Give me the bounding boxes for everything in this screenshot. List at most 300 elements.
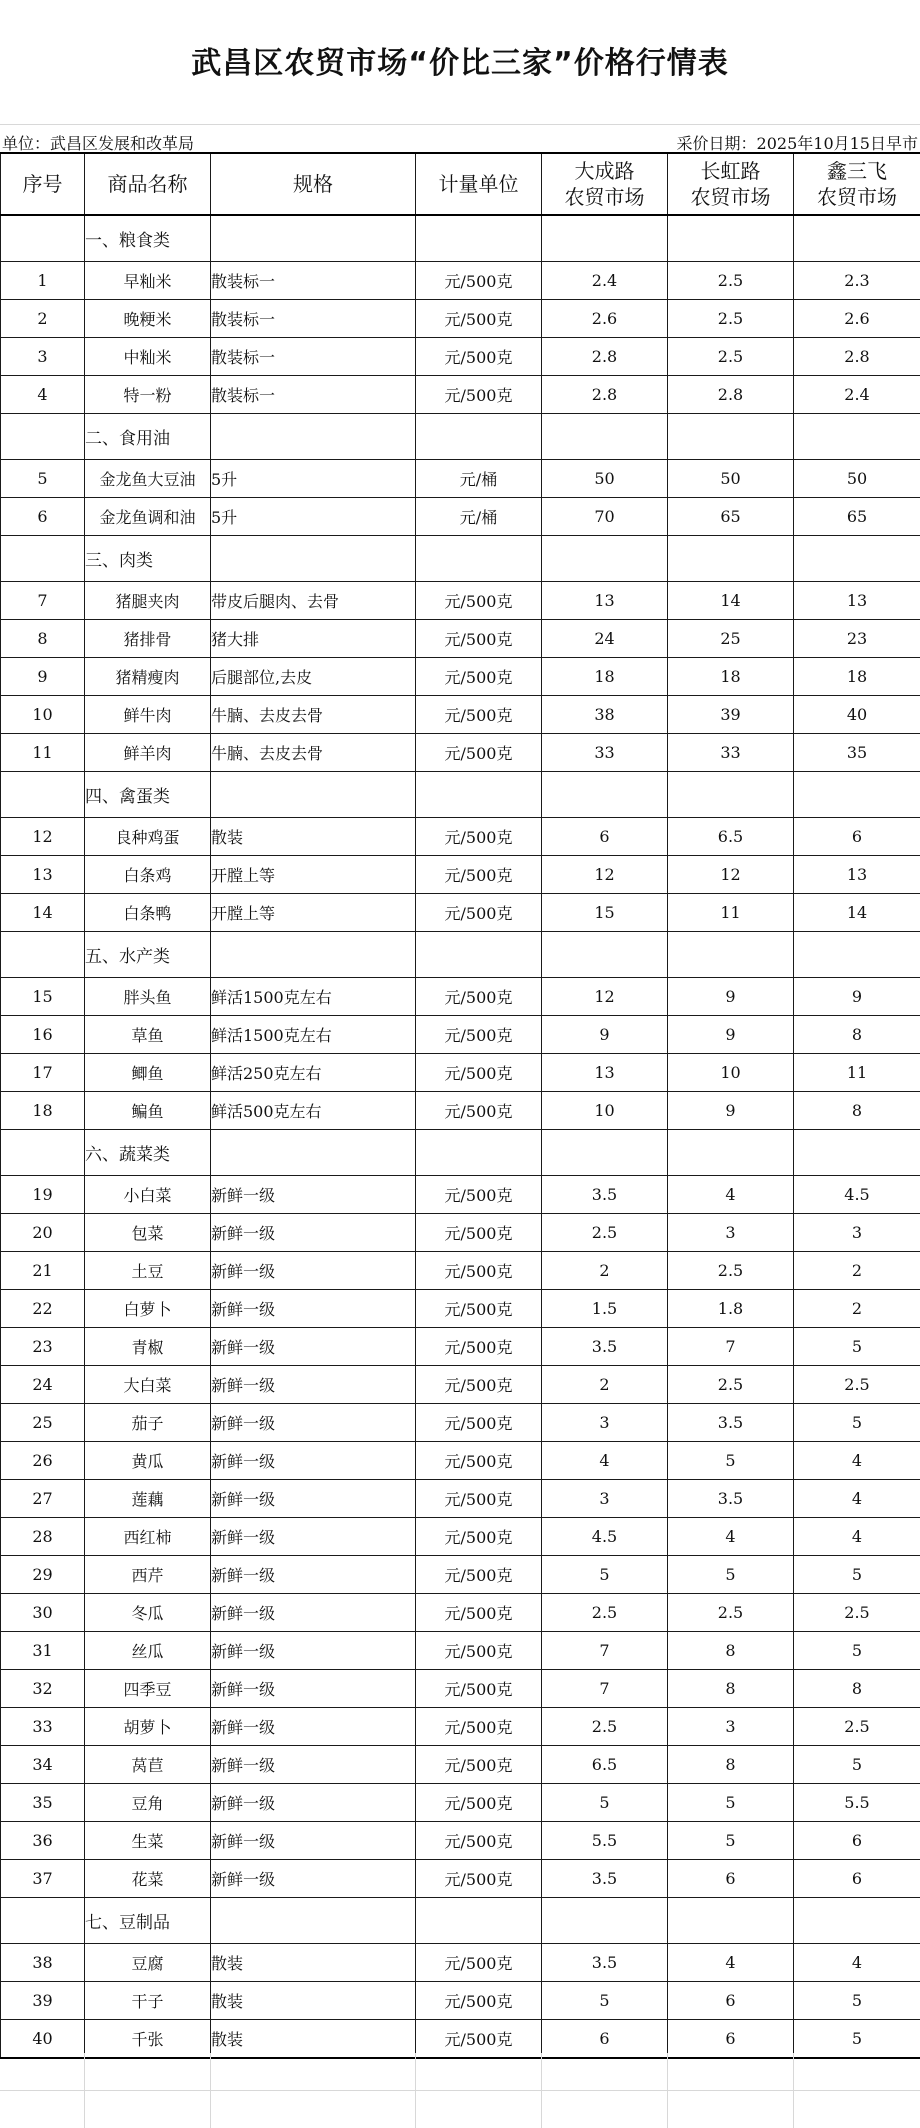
price-changhonglu: 2.5 [668,1252,794,1290]
category-p1-cell [542,536,668,582]
table-row [1,658,920,696]
price-xinsanfei: 4 [794,1518,920,1556]
item-no: 20 [1,1214,85,1252]
item-name: 金龙鱼大豆油 [85,460,211,498]
table-row [1,1670,920,1708]
price-xinsanfei: 18 [794,658,920,696]
gridline [667,2053,668,2128]
category-p1-cell [542,932,668,978]
item-name: 花菜 [85,1860,211,1898]
item-spec: 带皮后腿肉、去骨 [211,582,416,620]
empty-sheet-area [0,2053,920,2128]
table-row [1,460,920,498]
table-row [1,1708,920,1746]
category-name: 五、水产类 [85,932,211,978]
item-unit: 元/500克 [416,1518,542,1556]
price-xinsanfei: 2.3 [794,262,920,300]
price-changhonglu: 6 [668,1860,794,1898]
table-row [1,1822,920,1860]
price-dachenglu: 3.5 [542,1860,668,1898]
price-changhonglu: 5 [668,1784,794,1822]
price-xinsanfei: 4 [794,1944,920,1982]
header-spec: 规格 [211,153,416,215]
item-spec: 散装 [211,1982,416,2020]
price-dachenglu: 10 [542,1092,668,1130]
item-unit: 元/500克 [416,1822,542,1860]
price-changhonglu: 3.5 [668,1480,794,1518]
item-spec: 新鲜一级 [211,1746,416,1784]
price-xinsanfei: 65 [794,498,920,536]
price-changhonglu: 11 [668,894,794,932]
item-no: 39 [1,1982,85,2020]
item-name: 鲜牛肉 [85,696,211,734]
category-p1-cell [542,414,668,460]
price-xinsanfei: 8 [794,1016,920,1054]
meta-row [0,124,920,153]
price-changhonglu: 8 [668,1670,794,1708]
price-changhonglu: 2.5 [668,338,794,376]
price-changhonglu: 8 [668,1632,794,1670]
price-dachenglu: 5 [542,1784,668,1822]
item-spec: 新鲜一级 [211,1670,416,1708]
category-name: 四、禽蛋类 [85,772,211,818]
table-row [1,1404,920,1442]
item-unit: 元/500克 [416,1252,542,1290]
category-unit-cell [416,1130,542,1176]
item-no: 21 [1,1252,85,1290]
item-no: 10 [1,696,85,734]
price-dachenglu: 2.5 [542,1594,668,1632]
price-xinsanfei: 4 [794,1442,920,1480]
category-unit-cell [416,414,542,460]
price-table [0,152,920,2059]
header-market-changhonglu [668,153,794,215]
header-row [1,153,920,215]
price-dachenglu: 13 [542,582,668,620]
price-dachenglu: 5 [542,1556,668,1594]
item-name: 白萝卜 [85,1290,211,1328]
item-no: 6 [1,498,85,536]
category-name: 一、粮食类 [85,215,211,262]
item-unit: 元/500克 [416,300,542,338]
item-unit: 元/500克 [416,978,542,1016]
item-spec: 新鲜一级 [211,1480,416,1518]
item-no: 12 [1,818,85,856]
price-dachenglu: 4 [542,1442,668,1480]
table-row [1,1092,920,1130]
category-row [1,215,920,262]
table-row [1,1366,920,1404]
table-row [1,1784,920,1822]
item-spec: 散装标一 [211,262,416,300]
item-name: 金龙鱼调和油 [85,498,211,536]
table-body [1,215,920,2059]
header-market-dachenglu-line1: 大成路 [574,159,635,183]
table-row [1,376,920,414]
item-spec: 新鲜一级 [211,1594,416,1632]
item-no: 2 [1,300,85,338]
item-spec: 鲜活1500克左右 [211,1016,416,1054]
table-row [1,1944,920,1982]
price-changhonglu: 9 [668,1016,794,1054]
table-row [1,1632,920,1670]
item-spec: 新鲜一级 [211,1442,416,1480]
price-dachenglu: 18 [542,658,668,696]
category-spec-cell [211,215,416,262]
header-market-dachenglu [542,153,668,215]
item-spec: 新鲜一级 [211,1214,416,1252]
header-no: 序号 [1,153,85,215]
item-spec: 新鲜一级 [211,1328,416,1366]
item-name: 生菜 [85,1822,211,1860]
price-dachenglu: 6.5 [542,1746,668,1784]
price-changhonglu: 4 [668,1176,794,1214]
price-dachenglu: 3.5 [542,1328,668,1366]
price-dachenglu: 2.6 [542,300,668,338]
price-dachenglu: 15 [542,894,668,932]
table-row [1,1442,920,1480]
item-no: 33 [1,1708,85,1746]
item-unit: 元/500克 [416,2020,542,2059]
category-spec-cell [211,536,416,582]
category-p2-cell [668,932,794,978]
price-xinsanfei: 2.5 [794,1594,920,1632]
category-no-cell [1,536,85,582]
item-unit: 元/500克 [416,1480,542,1518]
item-name: 小白菜 [85,1176,211,1214]
header-market-changhonglu-line1: 长虹路 [700,159,761,183]
price-dachenglu: 7 [542,1670,668,1708]
item-spec: 牛腩、去皮去骨 [211,696,416,734]
item-unit: 元/500克 [416,1054,542,1092]
item-spec: 开膛上等 [211,856,416,894]
item-no: 18 [1,1092,85,1130]
price-changhonglu: 12 [668,856,794,894]
price-dachenglu: 6 [542,2020,668,2059]
item-spec: 新鲜一级 [211,1822,416,1860]
price-xinsanfei: 13 [794,582,920,620]
table-row [1,1594,920,1632]
price-xinsanfei: 2 [794,1252,920,1290]
item-no: 19 [1,1176,85,1214]
header-market-xinsanfei [794,153,920,215]
category-p1-cell [542,772,668,818]
price-changhonglu: 39 [668,696,794,734]
item-no: 34 [1,1746,85,1784]
item-no: 23 [1,1328,85,1366]
item-unit: 元/500克 [416,1784,542,1822]
price-changhonglu: 1.8 [668,1290,794,1328]
item-no: 38 [1,1944,85,1982]
item-no: 32 [1,1670,85,1708]
price-xinsanfei: 5 [794,1328,920,1366]
price-dachenglu: 5.5 [542,1822,668,1860]
item-no: 24 [1,1366,85,1404]
item-unit: 元/500克 [416,1366,542,1404]
item-unit: 元/500克 [416,1092,542,1130]
item-unit: 元/500克 [416,582,542,620]
price-xinsanfei: 5 [794,1746,920,1784]
item-unit: 元/500克 [416,620,542,658]
price-xinsanfei: 8 [794,1092,920,1130]
header-unit: 计量单位 [416,153,542,215]
item-spec: 新鲜一级 [211,1556,416,1594]
category-name: 六、蔬菜类 [85,1130,211,1176]
item-name: 猪腿夹肉 [85,582,211,620]
price-changhonglu: 3 [668,1708,794,1746]
category-no-cell [1,772,85,818]
price-dachenglu: 4.5 [542,1518,668,1556]
category-row [1,932,920,978]
item-name: 胡萝卜 [85,1708,211,1746]
category-p2-cell [668,772,794,818]
header-name: 商品名称 [85,153,211,215]
category-no-cell [1,1898,85,1944]
price-xinsanfei: 2.8 [794,338,920,376]
category-row [1,536,920,582]
price-xinsanfei: 5 [794,1404,920,1442]
price-changhonglu: 50 [668,460,794,498]
item-spec: 散装标一 [211,300,416,338]
price-xinsanfei: 8 [794,1670,920,1708]
item-unit: 元/桶 [416,460,542,498]
item-name: 鳊鱼 [85,1092,211,1130]
item-unit: 元/500克 [416,1708,542,1746]
header-market-xinsanfei-line1: 鑫三飞 [827,159,887,183]
item-unit: 元/500克 [416,696,542,734]
item-name: 大白菜 [85,1366,211,1404]
category-spec-cell [211,1898,416,1944]
item-spec: 新鲜一级 [211,1860,416,1898]
item-no: 31 [1,1632,85,1670]
item-spec: 散装 [211,818,416,856]
item-unit: 元/500克 [416,1556,542,1594]
table-row [1,1518,920,1556]
table-row [1,1480,920,1518]
item-name: 西红柿 [85,1518,211,1556]
table-row [1,498,920,536]
table-row [1,300,920,338]
header-market-changhonglu-line2: 农贸市场 [690,185,771,209]
price-changhonglu: 6 [668,1982,794,2020]
item-name: 白条鸭 [85,894,211,932]
item-unit: 元/500克 [416,1944,542,1982]
item-unit: 元/500克 [416,894,542,932]
category-unit-cell [416,1898,542,1944]
category-p2-cell [668,1898,794,1944]
category-unit-cell [416,932,542,978]
table-row [1,1746,920,1784]
category-spec-cell [211,932,416,978]
item-spec: 鲜活500克左右 [211,1092,416,1130]
price-dachenglu: 3.5 [542,1176,668,1214]
price-changhonglu: 33 [668,734,794,772]
item-no: 3 [1,338,85,376]
table-row [1,1176,920,1214]
item-unit: 元/500克 [416,1982,542,2020]
item-name: 冬瓜 [85,1594,211,1632]
price-dachenglu: 1.5 [542,1290,668,1328]
item-name: 豆腐 [85,1944,211,1982]
item-unit: 元/500克 [416,1328,542,1366]
item-unit: 元/500克 [416,856,542,894]
category-p3-cell [794,1130,920,1176]
item-spec: 散装标一 [211,376,416,414]
gridline [210,2053,211,2128]
item-no: 37 [1,1860,85,1898]
price-dachenglu: 2.8 [542,338,668,376]
item-name: 胖头鱼 [85,978,211,1016]
item-unit: 元/500克 [416,338,542,376]
price-changhonglu: 2.5 [668,1366,794,1404]
item-name: 白条鸡 [85,856,211,894]
table-row [1,1290,920,1328]
category-spec-cell [211,414,416,460]
item-unit: 元/500克 [416,1016,542,1054]
item-unit: 元/500克 [416,1670,542,1708]
item-name: 莴苣 [85,1746,211,1784]
price-dachenglu: 24 [542,620,668,658]
item-no: 5 [1,460,85,498]
table-row [1,696,920,734]
item-no: 40 [1,2020,85,2059]
category-unit-cell [416,772,542,818]
item-name: 猪精瘦肉 [85,658,211,696]
price-xinsanfei: 11 [794,1054,920,1092]
item-spec: 后腿部位,去皮 [211,658,416,696]
item-no: 26 [1,1442,85,1480]
item-no: 36 [1,1822,85,1860]
item-spec: 新鲜一级 [211,1518,416,1556]
category-p3-cell [794,536,920,582]
price-xinsanfei: 5 [794,1632,920,1670]
item-name: 特一粉 [85,376,211,414]
price-changhonglu: 8 [668,1746,794,1784]
table-row [1,1252,920,1290]
item-name: 鲫鱼 [85,1054,211,1092]
table-row [1,856,920,894]
price-dachenglu: 12 [542,978,668,1016]
item-spec: 牛腩、去皮去骨 [211,734,416,772]
table-row [1,1016,920,1054]
price-dachenglu: 2.5 [542,1214,668,1252]
price-xinsanfei: 3 [794,1214,920,1252]
item-no: 16 [1,1016,85,1054]
category-name: 二、食用油 [85,414,211,460]
item-name: 鲜羊肉 [85,734,211,772]
gridline [793,2053,794,2128]
table-row [1,978,920,1016]
item-spec: 鲜活250克左右 [211,1054,416,1092]
category-p3-cell [794,772,920,818]
item-spec: 新鲜一级 [211,1404,416,1442]
gridline [84,2053,85,2128]
price-xinsanfei: 6 [794,1822,920,1860]
item-no: 17 [1,1054,85,1092]
item-no: 28 [1,1518,85,1556]
price-dachenglu: 9 [542,1016,668,1054]
item-name: 干子 [85,1982,211,2020]
price-dachenglu: 2.4 [542,262,668,300]
table-row [1,1328,920,1366]
price-dachenglu: 5 [542,1982,668,2020]
category-p2-cell [668,215,794,262]
item-name: 土豆 [85,1252,211,1290]
item-spec: 新鲜一级 [211,1366,416,1404]
item-unit: 元/500克 [416,734,542,772]
item-no: 14 [1,894,85,932]
category-no-cell [1,215,85,262]
price-xinsanfei: 6 [794,818,920,856]
price-xinsanfei: 23 [794,620,920,658]
item-name: 豆角 [85,1784,211,1822]
item-unit: 元/500克 [416,1860,542,1898]
category-row [1,414,920,460]
category-p1-cell [542,1898,668,1944]
item-no: 29 [1,1556,85,1594]
table-row [1,582,920,620]
item-unit: 元/500克 [416,376,542,414]
price-dachenglu: 3.5 [542,1944,668,1982]
item-name: 黄瓜 [85,1442,211,1480]
table-row [1,620,920,658]
price-dachenglu: 2.8 [542,376,668,414]
price-dachenglu: 3 [542,1404,668,1442]
item-unit: 元/500克 [416,262,542,300]
item-no: 22 [1,1290,85,1328]
item-no: 25 [1,1404,85,1442]
price-xinsanfei: 40 [794,696,920,734]
price-xinsanfei: 5 [794,2020,920,2059]
price-dachenglu: 70 [542,498,668,536]
category-spec-cell [211,772,416,818]
item-spec: 新鲜一级 [211,1176,416,1214]
item-spec: 新鲜一级 [211,1784,416,1822]
gridline [541,2053,542,2128]
category-p3-cell [794,1898,920,1944]
category-unit-cell [416,536,542,582]
price-xinsanfei: 6 [794,1860,920,1898]
price-changhonglu: 4 [668,1944,794,1982]
item-no: 27 [1,1480,85,1518]
price-xinsanfei: 5 [794,1556,920,1594]
table-row [1,894,920,932]
item-spec: 新鲜一级 [211,1708,416,1746]
table-row [1,1214,920,1252]
item-spec: 5升 [211,498,416,536]
price-xinsanfei: 5.5 [794,1784,920,1822]
price-changhonglu: 10 [668,1054,794,1092]
item-spec: 新鲜一级 [211,1632,416,1670]
price-changhonglu: 5 [668,1556,794,1594]
item-spec: 散装标一 [211,338,416,376]
table-row [1,1982,920,2020]
table-row [1,1556,920,1594]
price-changhonglu: 2.5 [668,1594,794,1632]
category-p2-cell [668,414,794,460]
price-xinsanfei: 35 [794,734,920,772]
price-changhonglu: 3.5 [668,1404,794,1442]
gridline [0,2090,920,2091]
category-p2-cell [668,1130,794,1176]
item-name: 茄子 [85,1404,211,1442]
item-no: 15 [1,978,85,1016]
item-spec: 散装 [211,1944,416,1982]
price-changhonglu: 2.5 [668,262,794,300]
price-changhonglu: 3 [668,1214,794,1252]
item-no: 8 [1,620,85,658]
item-unit: 元/500克 [416,1290,542,1328]
